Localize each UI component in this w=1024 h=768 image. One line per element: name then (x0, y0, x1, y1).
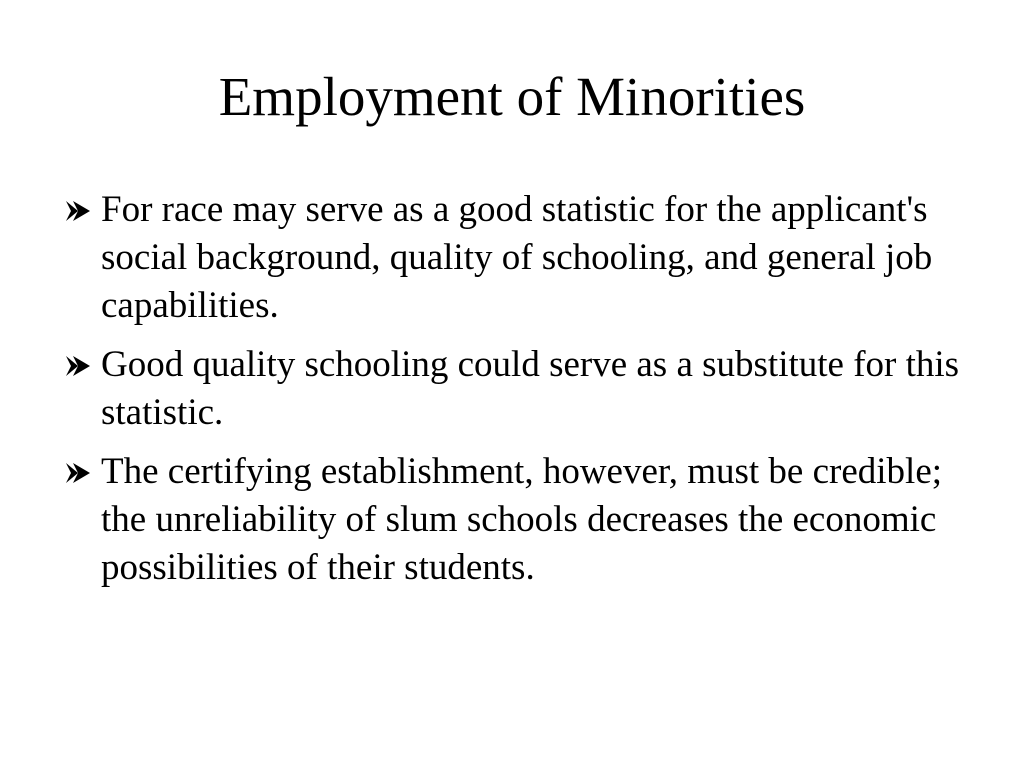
bullet-list (64, 186, 964, 603)
bullet-text: Good quality schooling could serve as a substitute for this statistic. (101, 344, 960, 433)
bullet-item (64, 186, 964, 330)
slide-title: Employment of Minorities (218, 66, 806, 127)
arrow-bullet-icon (64, 199, 94, 223)
arrow-bullet-icon (64, 354, 94, 378)
bullet-text: The certifying establishment, however, must be credible; the unreliability of slum schools decreases the economic possibilities of their students. (101, 451, 943, 588)
bullet-item (64, 341, 964, 437)
bullet-item (64, 448, 964, 592)
bullet-text: For race may serve as a good statistic for the applicant's social background, quality of schooling, and general job capabilities. (101, 189, 933, 326)
arrow-bullet-icon (64, 461, 94, 485)
